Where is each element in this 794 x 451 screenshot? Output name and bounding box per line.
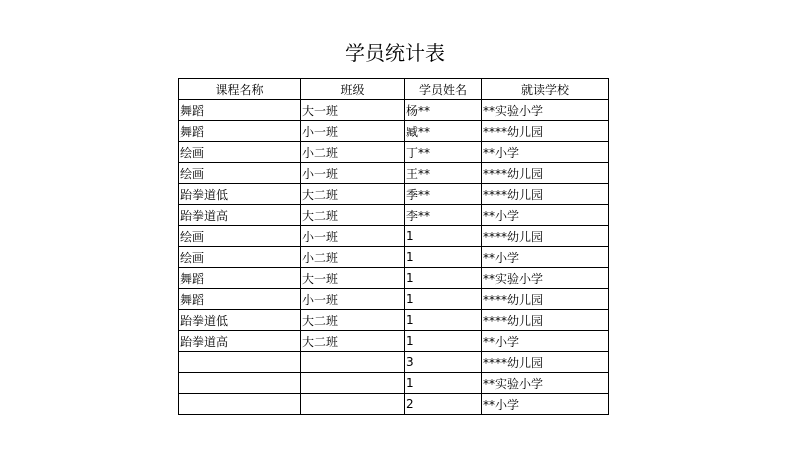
class-cell: 大二班: [301, 184, 405, 205]
student-name-cell: 王**: [405, 163, 482, 184]
student-name-cell: 2: [405, 394, 482, 415]
class-cell: 小二班: [301, 247, 405, 268]
table-row: [179, 352, 609, 373]
table-row: [179, 373, 609, 394]
table-row: [179, 100, 609, 121]
school-cell: ****幼儿园: [482, 121, 609, 142]
school-cell: ****幼儿园: [482, 289, 609, 310]
table-row: [179, 142, 609, 163]
table-row: [179, 184, 609, 205]
course-name-cell: 绘画: [179, 163, 301, 184]
header-class: 班级: [301, 79, 405, 100]
header-school: 就读学校: [482, 79, 609, 100]
header-row: [179, 79, 609, 100]
class-cell: 小一班: [301, 226, 405, 247]
class-cell: 大一班: [301, 268, 405, 289]
school-cell: ****幼儿园: [482, 163, 609, 184]
table-row: [179, 289, 609, 310]
student-name-cell: 1: [405, 373, 482, 394]
table-row: [179, 226, 609, 247]
course-name-cell: 绘画: [179, 142, 301, 163]
school-cell: **小学: [482, 205, 609, 226]
student-name-cell: 丁**: [405, 142, 482, 163]
student-name-cell: 1: [405, 310, 482, 331]
course-name-cell: [179, 373, 301, 394]
course-name-cell: 舞蹈: [179, 100, 301, 121]
student-name-cell: 1: [405, 268, 482, 289]
header-course-name: 课程名称: [179, 79, 301, 100]
table-row: [179, 268, 609, 289]
course-name-cell: 跆拳道高: [179, 205, 301, 226]
course-name-cell: 舞蹈: [179, 121, 301, 142]
school-cell: ****幼儿园: [482, 226, 609, 247]
class-cell: 小二班: [301, 142, 405, 163]
student-stats-table: [178, 78, 609, 415]
course-name-cell: 舞蹈: [179, 289, 301, 310]
class-cell: [301, 394, 405, 415]
school-cell: **小学: [482, 331, 609, 352]
student-name-cell: 1: [405, 289, 482, 310]
school-cell: **实验小学: [482, 373, 609, 394]
table-row: [179, 394, 609, 415]
table-row: [179, 247, 609, 268]
table-row: [179, 121, 609, 142]
school-cell: **实验小学: [482, 100, 609, 121]
course-name-cell: [179, 352, 301, 373]
school-cell: ****幼儿园: [482, 352, 609, 373]
course-name-cell: [179, 394, 301, 415]
course-name-cell: 绘画: [179, 226, 301, 247]
student-name-cell: 1: [405, 331, 482, 352]
course-name-cell: 跆拳道低: [179, 310, 301, 331]
table-row: [179, 310, 609, 331]
course-name-cell: 跆拳道高: [179, 331, 301, 352]
class-cell: [301, 352, 405, 373]
school-cell: **实验小学: [482, 268, 609, 289]
student-name-cell: 臧**: [405, 121, 482, 142]
course-name-cell: 舞蹈: [179, 268, 301, 289]
student-name-cell: 杨**: [405, 100, 482, 121]
table-body: [179, 100, 609, 415]
student-name-cell: 3: [405, 352, 482, 373]
class-cell: 大二班: [301, 310, 405, 331]
student-name-cell: 季**: [405, 184, 482, 205]
school-cell: **小学: [482, 247, 609, 268]
school-cell: **小学: [482, 142, 609, 163]
class-cell: 大一班: [301, 100, 405, 121]
table-row: [179, 331, 609, 352]
table-row: [179, 205, 609, 226]
class-cell: [301, 373, 405, 394]
course-name-cell: 跆拳道低: [179, 184, 301, 205]
student-name-cell: 李**: [405, 205, 482, 226]
class-cell: 大二班: [301, 205, 405, 226]
student-name-cell: 1: [405, 247, 482, 268]
class-cell: 小一班: [301, 163, 405, 184]
school-cell: ****幼儿园: [482, 310, 609, 331]
course-name-cell: 绘画: [179, 247, 301, 268]
school-cell: **小学: [482, 394, 609, 415]
class-cell: 大二班: [301, 331, 405, 352]
school-cell: ****幼儿园: [482, 184, 609, 205]
table-row: [179, 163, 609, 184]
class-cell: 小一班: [301, 289, 405, 310]
student-name-cell: 1: [405, 226, 482, 247]
table-title: 学员统计表: [345, 41, 445, 65]
class-cell: 小一班: [301, 121, 405, 142]
header-student-name: 学员姓名: [405, 79, 482, 100]
